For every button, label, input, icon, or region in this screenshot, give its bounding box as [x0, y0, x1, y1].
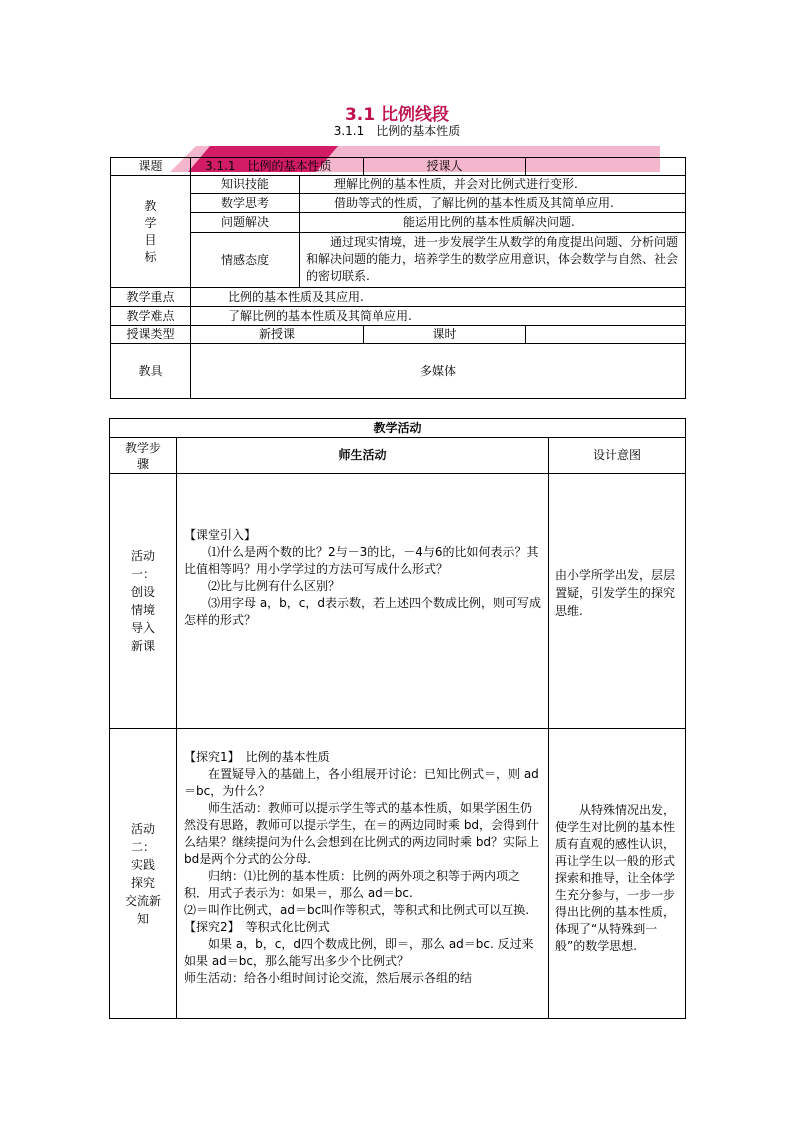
teaching-tools-label: 教具 — [138, 363, 163, 378]
activity-2-teacher-activity-2: 师生活动：给各小组时间讨论交流，然后展示各组的结 — [184, 971, 473, 985]
activity-1-question-2: ⑵比与比例有什么区别？ — [208, 579, 341, 593]
activity-1-content — [184, 527, 542, 629]
goals-label: 教 学 目 标 — [144, 198, 157, 264]
activity-2-summary: 归纳：⑴比例的基本性质：比例的两外项之积等于两内项之积．用式子表示为：如果＝，那么 ad＝bc. — [184, 869, 521, 900]
hours-value — [526, 326, 685, 343]
difficult-point-label: 教学难点 — [126, 308, 175, 323]
activity-1-question-3: ⑶用字母 a，b，c，d表示数，若上述四个数成比例，则可写成怎样的形式？ — [184, 596, 542, 627]
teaching-tools-value: 多媒体 — [419, 363, 456, 378]
difficult-point-text: 了解比例的基本性质及其简单应用. — [228, 308, 412, 323]
step-activity-1: 活动 一： 创设 情境 导入 新课 — [130, 549, 155, 653]
page-title: 3.1 比例线段 — [344, 105, 450, 125]
goal-attitude-text: 通过现实情境，进一步发展学生从数学的角度提出问题、分析问题和解决问题的能力，培养学生的数学应用意识，体会数学与自然、社会的密切联系. — [306, 235, 679, 283]
goal-thinking-label: 数学思考 — [220, 195, 269, 210]
activity-2-heading-2: 【探究2】 等积式化比例式 — [184, 920, 330, 934]
activity-1-heading: 【课堂引入】 — [184, 528, 257, 542]
goal-knowledge-label: 知识技能 — [220, 177, 269, 192]
activity-2-summary-2: ⑵＝叫作比例式，ad＝bc叫作等积式，等积式和比例式可以互换. — [184, 903, 530, 917]
hours-label: 课时 — [432, 327, 457, 342]
goal-problem-text: 能运用比例的基本性质解决问题. — [403, 215, 575, 230]
lesson-type-value: 新授课 — [258, 327, 295, 342]
goal-attitude-label: 情感态度 — [220, 252, 269, 267]
teacher-value — [526, 158, 685, 175]
activity-2-heading-1: 【探究1】 比例的基本性质 — [184, 750, 330, 764]
goal-thinking-text: 借助等式的性质，了解比例的基本性质及其简单应用. — [334, 195, 614, 210]
page-subtitle: 3.1.1 比例的基本性质 — [333, 124, 461, 138]
activity-1-question-1: ⑴什么是两个数的比？2与－3的比，－4与6的比如何表示？其比值相等吗？用小学学过的方法可写成什么形式？ — [184, 545, 539, 576]
activity-2-teacher-activity: 师生活动：教师可以提示学生等式的基本性质，如果学困生仍然没有思路，教师可以提示学生，在＝的两边同时乘 bd，会得到什么结果？继续提问为什么会想到在比例式的两边同时乘 bd？实际上 bd是两个分式的公分母. — [184, 801, 540, 866]
header-step: 教学步 骤 — [124, 440, 161, 471]
activity-table-title: 教学活动 — [373, 420, 422, 435]
intent-2: 从特殊情况出发，使学生对比例的基本性质有直观的感性认识，再让学生以一般的形式探索和推导，让全体学生充分参与，一步一步得出比例的基本性质，体现了“从特殊到一般”的数学思想. — [555, 803, 676, 953]
key-point-text: 比例的基本性质及其应用. — [228, 289, 364, 304]
goal-problem-label: 问题解决 — [220, 215, 269, 230]
goal-knowledge-text: 理解比例的基本性质，并会对比例式进行变形. — [334, 177, 578, 192]
activity-2-content — [184, 749, 542, 1017]
header-intent: 设计意图 — [592, 448, 641, 463]
key-point-label: 教学重点 — [126, 289, 175, 304]
lesson-type-label: 授课类型 — [126, 327, 175, 342]
step-activity-2: 活动 二： 实践 探究 交流新 知 — [124, 821, 161, 926]
header-activity: 师生活动 — [338, 448, 387, 463]
topic-value: 3.1.1 比例的基本性质 — [205, 159, 332, 174]
teacher-label: 授课人 — [426, 159, 463, 174]
activity-2-discussion: 在置疑导入的基础上，各小组展开讨论：已知比例式＝，则 ad＝bc，为什么？ — [184, 767, 539, 798]
activity-2-question: 如果 a，b，c，d四个数成比例，即＝，那么 ad＝bc. 反过来如果 ad＝bc，那么能写出多少个比例式？ — [184, 937, 534, 968]
intent-1: 由小学所学出发，层层置疑，引发学生的探究思维. — [555, 568, 676, 618]
topic-label: 课题 — [138, 159, 163, 174]
